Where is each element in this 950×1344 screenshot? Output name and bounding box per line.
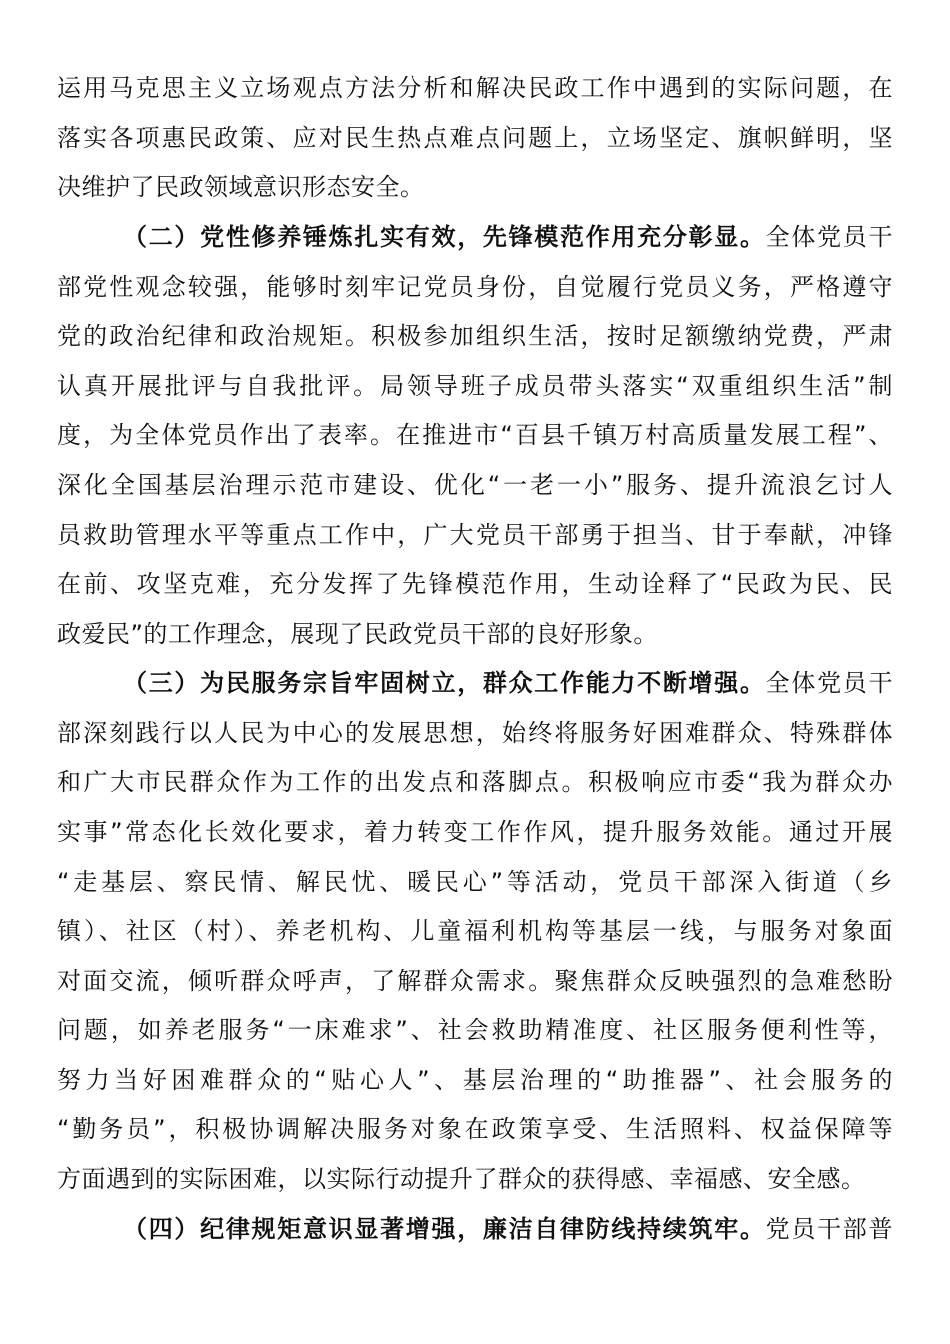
para2-line-5: 深化全国基层治理示范市建设、优化“一老一小”服务、提升流浪乞讨人: [57, 471, 893, 499]
para3-heading: （三）为民服务宗旨牢固树立，群众工作能力不断增强。: [123, 669, 766, 697]
para4-first-line: [123, 1207, 893, 1251]
para3-first-line: [123, 661, 893, 705]
para3-line-4: “走基层、察民情、解民忧、暖民心”等活动，党员干部深入街道（乡: [57, 868, 893, 896]
para3-line-10: 方面遇到的实际困难，以实际行动提升了群众的获得感、幸福感、安全感。: [57, 1165, 866, 1193]
para2-first-line-rest: 全体党员干: [765, 223, 893, 251]
para1-line-1: 运用马克思主义立场观点方法分析和解决民政工作中遇到的实际问题，在: [57, 74, 893, 102]
para2-line-7: 在前、攻坚克难，充分发挥了先锋模范作用，生动诠释了“民政为民、民: [57, 570, 893, 598]
para4-heading: （四）纪律规矩意识显著增强，廉洁自律防线持续筑牢。: [123, 1215, 766, 1243]
para2-line-8: 政爱民”的工作理念，展现了民政党员干部的良好形象。: [57, 620, 658, 648]
para3-line-2: 和广大市民群众作为工作的出发点和落脚点。积极响应市委“我为群众办: [57, 768, 893, 796]
para3-line-5: 镇）、社区（村）、养老机构、儿童福利机构等基层一线，与服务对象面: [57, 917, 893, 945]
para2-line-2: 党的政治纪律和政治规矩。积极参加组织生活，按时足额缴纳党费，严肃: [57, 322, 893, 350]
para3-line-9: “勤务员”，积极协调解决服务对象在政策享受、生活照料、权益保障等: [57, 1115, 893, 1143]
para4-first-line-rest: 党员干部普: [765, 1215, 893, 1243]
para3-line-1: 部深刻践行以人民为中心的发展思想，始终将服务好困难群众、特殊群体: [57, 719, 893, 747]
para2-line-4: 度，为全体党员作出了表率。在推进市“百县千镇万村高质量发展工程”、: [57, 421, 893, 449]
para2-line-3: 认真开展批评与自我批评。局领导班子成员带头落实“双重组织生活”制: [57, 372, 893, 400]
para3-line-3: 实事”常态化长效化要求，着力转变工作作风，提升服务效能。通过开展: [57, 818, 893, 846]
para3-line-8: 努力当好困难群众的“贴心人”、基层治理的“助推器”、社会服务的: [57, 1066, 893, 1094]
para3-line-7: 问题，如养老服务“一床难求”、社会救助精准度、社区服务便利性等，: [57, 1016, 893, 1044]
para1-line-3: 决维护了民政领域意识形态安全。: [57, 173, 425, 201]
para3-line-6: 对面交流，倾听群众呼声，了解群众需求。聚焦群众反映强烈的急难愁盼: [57, 967, 893, 995]
para2-heading: （二）党性修养锤炼扎实有效，先锋模范作用充分彰显。: [123, 223, 766, 251]
para1-line-2: 落实各项惠民政策、应对民生热点难点问题上，立场坚定、旗帜鲜明，坚: [57, 124, 893, 152]
para2-first-line: [123, 215, 893, 259]
para2-line-6: 员救助管理水平等重点工作中，广大党员干部勇于担当、甘于奉献，冲锋: [57, 521, 893, 549]
para3-first-line-rest: 全体党员干: [765, 669, 893, 697]
para2-line-1: 部党性观念较强，能够时刻牢记党员身份，自觉履行党员义务，严格遵守: [57, 273, 893, 301]
